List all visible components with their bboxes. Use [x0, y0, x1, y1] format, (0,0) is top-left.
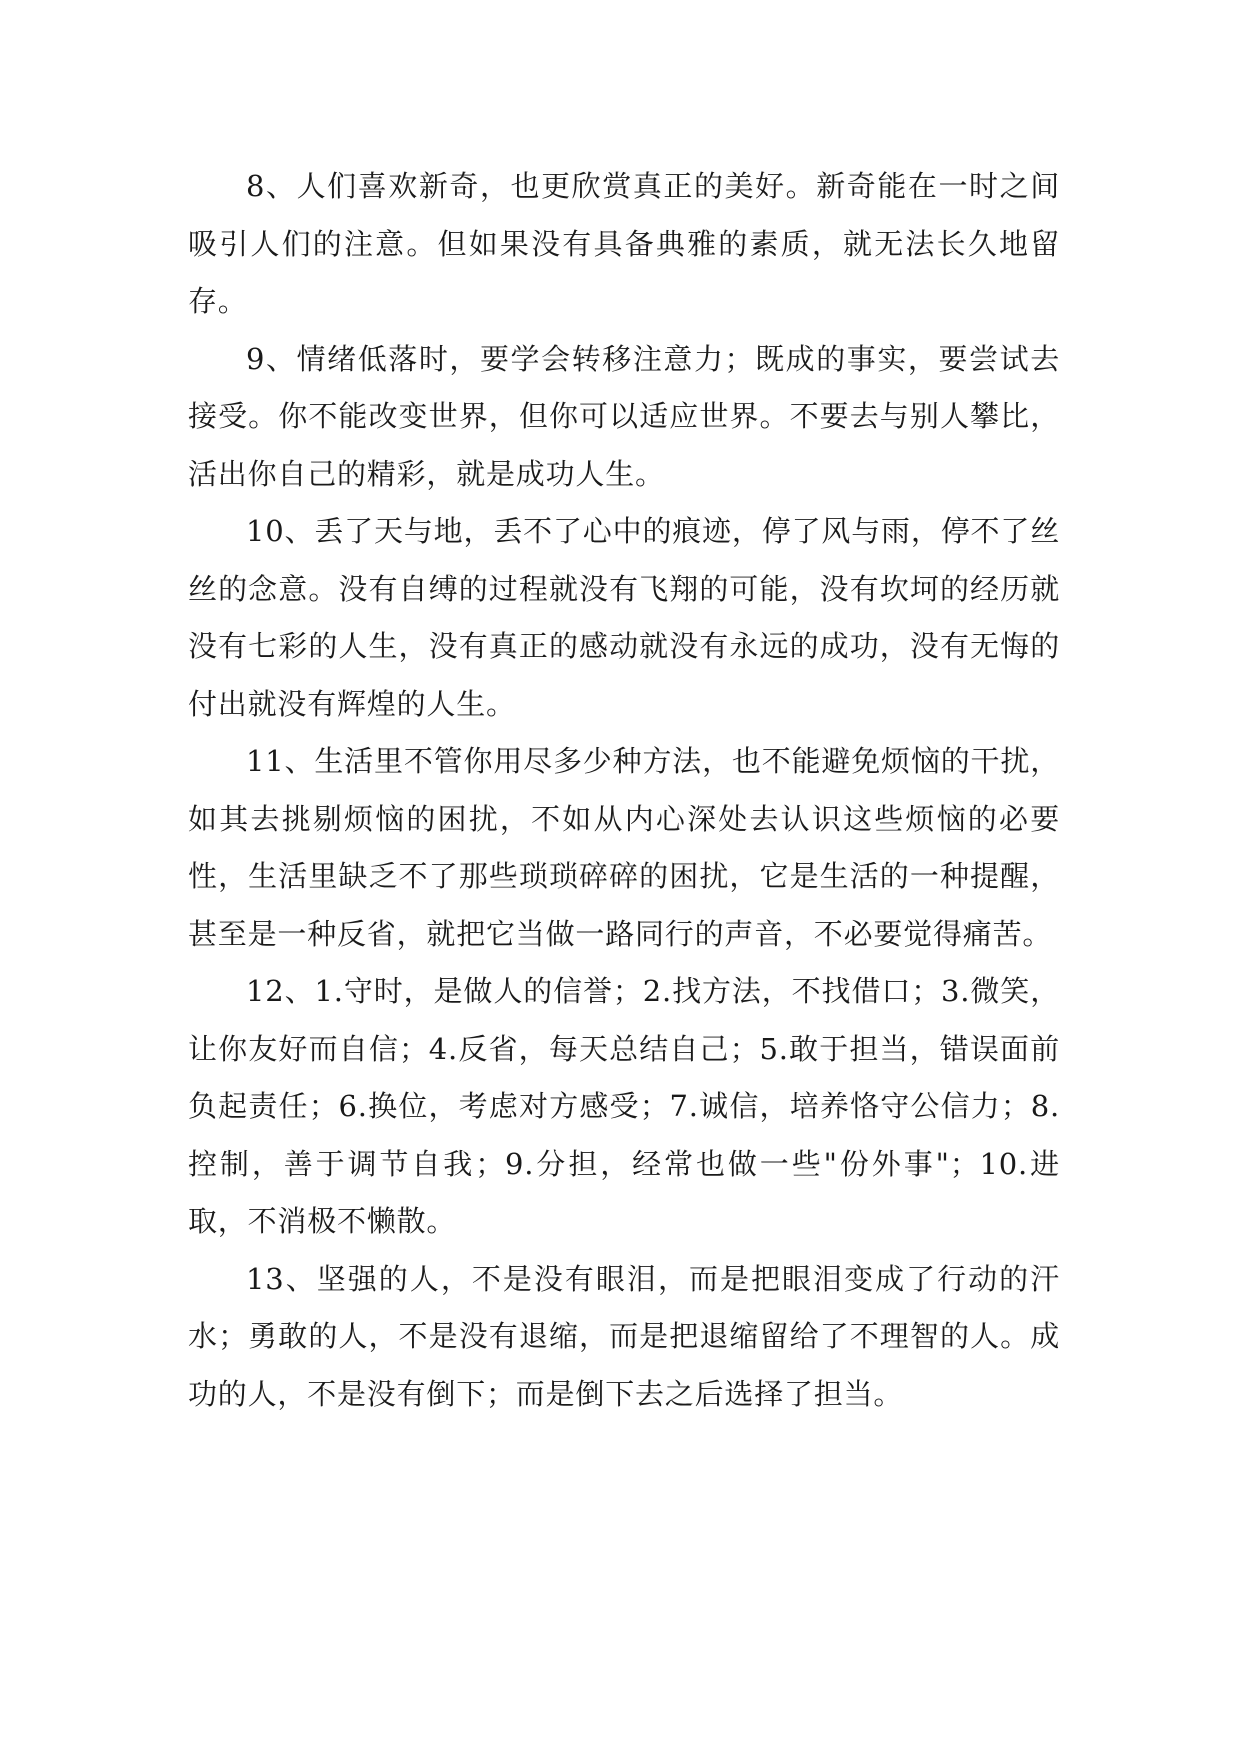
- paragraph-12: 12、1.守时，是做人的信誉；2.找方法，不找借口；3.微笑，让你友好而自信；4.反省，每天总结自己；5.敢于担当，错误面前负起责任；6.换位，考虑对方感受；7.诚信，培养恪守公信力；8.控制，善于调节自我；9.分担，经常也做一些"份外事"；10.进取，不消极不懒散。: [188, 974, 1060, 1238]
- paragraph-10: 10、丢了天与地，丢不了心中的痕迹，停了风与雨，停不了丝丝的念意。没有自缚的过程就没有飞翔的可能，没有坎坷的经历就没有七彩的人生，没有真正的感动就没有永远的成功，没有无悔的付出就没有辉煌的人生。: [188, 514, 1060, 721]
- document-body: [188, 158, 1060, 1423]
- paragraph-13: 13、坚强的人，不是没有眼泪，而是把眼泪变成了行动的汗水；勇敢的人，不是没有退缩，而是把退缩留给了不理智的人。成功的人，不是没有倒下；而是倒下去之后选择了担当。: [188, 1261, 1060, 1411]
- paragraph-11: 11、生活里不管你用尽多少种方法，也不能避免烦恼的干扰，如其去挑剔烦恼的困扰，不如从内心深处去认识这些烦恼的必要性，生活里缺乏不了那些琐琐碎碎的困扰，它是生活的一种提醒，甚至是一种反省，就把它当做一路同行的声音，不必要觉得痛苦。: [188, 744, 1060, 951]
- paragraph-9: 9、情绪低落时，要学会转移注意力；既成的事实，要尝试去接受。你不能改变世界，但你可以适应世界。不要去与别人攀比，活出你自己的精彩，就是成功人生。: [188, 341, 1060, 491]
- paragraph-8: 8、人们喜欢新奇，也更欣赏真正的美好。新奇能在一时之间吸引人们的注意。但如果没有具备典雅的素质，就无法长久地留存。: [188, 169, 1060, 318]
